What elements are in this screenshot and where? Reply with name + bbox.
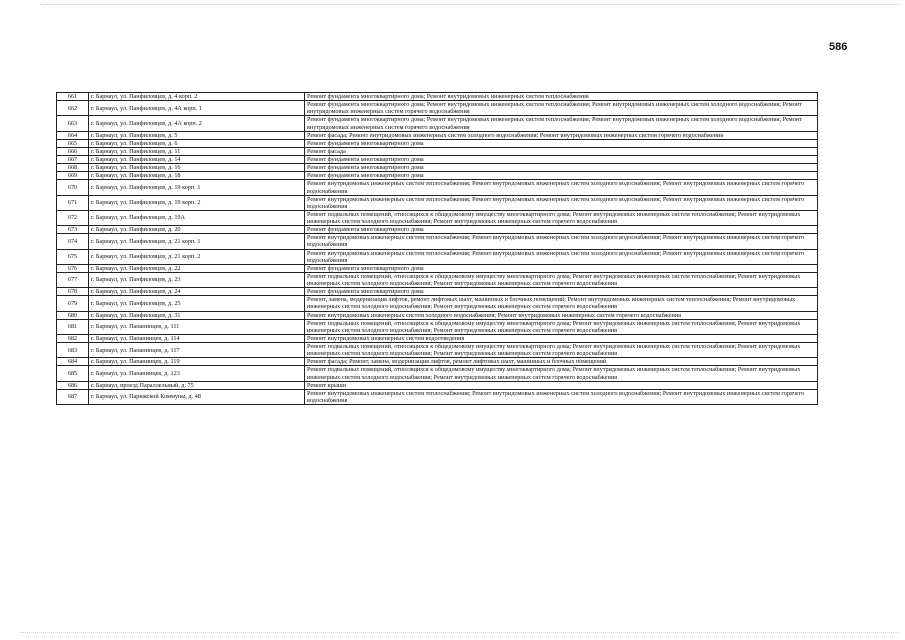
row-address: г. Барнаул, ул. Папанинцев, д. 111 (89, 319, 305, 334)
row-address: г. Барнаул, ул. Панфиловцев, д. 19 корп. 1 (89, 180, 305, 195)
row-number: 683 (57, 343, 89, 358)
row-address: г. Барнаул, ул. Панфиловцев, д. 19 корп. 2 (89, 195, 305, 210)
scan-edge-bottom (20, 632, 900, 634)
row-number: 667 (57, 156, 89, 164)
row-address: г. Барнаул, проезд Параллельный, д. 75 (89, 381, 305, 389)
table-row (57, 172, 818, 180)
table-row (57, 389, 818, 404)
row-number: 680 (57, 311, 89, 319)
row-number: 686 (57, 381, 89, 389)
row-works: Ремонт подвальных помещений, относящихся к общедомовому имуществу многоквартирного дома; Ремонт внутридомовых инженерных систем теплоснабжения; Ремонт внутридомовых инженерных систем холодного водоснабжения; Ремонт внутридомовых инженерных систем горячего водоснабжения (305, 319, 818, 334)
table-row (57, 264, 818, 272)
row-works: Ремонт фундамента многоквартирного дома; Ремонт внутридомовых инженерных систем теплоснабжения; Ремонт внутридомовых инженерных систем холодного водоснабжения; Ремонт внутридомовых инженерных систем горячего водоснабжения (305, 101, 818, 116)
row-address: г. Барнаул, ул. Панфиловцев, д. 19А (89, 210, 305, 225)
row-works: Ремонт фундамента многоквартирного дома; Ремонт внутридомовых инженерных систем теплоснабжения (305, 93, 818, 101)
row-works: Ремонт, замена, модернизация лифтов, ремонт лифтовых шахт, машинных и блочных помещений; Ремонт внутридомовых инженерных систем теплоснабжения; Ремонт внутридомовых инженерных систем холодного водоснабжения; Ремонт внутридомовых инженерных систем горячего водоснабжения (305, 296, 818, 311)
row-number: 684 (57, 358, 89, 366)
row-address: г. Барнаул, ул. Папанинцев, д. 123 (89, 366, 305, 381)
table-row (57, 180, 818, 195)
row-number: 673 (57, 226, 89, 234)
row-works: Ремонт внутридомовых инженерных систем теплоснабжения; Ремонт внутридомовых инженерных систем холодного водоснабжения; Ремонт внутридомовых инженерных систем горячего водоснабжения (305, 180, 818, 195)
repair-register-table (56, 92, 818, 405)
table-row (57, 366, 818, 381)
row-number: 665 (57, 139, 89, 147)
row-number: 679 (57, 296, 89, 311)
row-address: г. Барнаул, ул. Панфиловцев, д. 14 (89, 156, 305, 164)
row-number: 663 (57, 116, 89, 131)
row-number: 668 (57, 164, 89, 172)
row-works: Ремонт фасада; Ремонт, замена, модернизация лифтов, ремонт лифтовых шахт, машинных и блочных помещений (305, 358, 818, 366)
table-row (57, 101, 818, 116)
row-address: г. Барнаул, ул. Панфиловцев, д. 24 (89, 288, 305, 296)
row-number: 675 (57, 249, 89, 264)
row-address: г. Барнаул, ул. Панфиловцев, д. 4 корп. 2 (89, 93, 305, 101)
table-body (57, 93, 818, 405)
table-row (57, 131, 818, 139)
row-works: Ремонт подвальных помещений, относящихся к общедомовому имуществу многоквартирного дома; Ремонт внутридомовых инженерных систем теплоснабжения; Ремонт внутридомовых инженерных систем холодного водоснабжения; Ремонт внутридомовых инженерных систем горячего водоснабжения (305, 272, 818, 287)
table-row (57, 249, 818, 264)
row-works: Ремонт фундамента многоквартирного дома (305, 139, 818, 147)
row-address: г. Барнаул, ул. Папанинцев, д. 119 (89, 358, 305, 366)
row-number: 687 (57, 389, 89, 404)
table-row (57, 156, 818, 164)
row-address: г. Барнаул, ул. Панфиловцев, д. 18 (89, 172, 305, 180)
scan-edge-top (40, 4, 900, 6)
row-works: Ремонт крыши (305, 381, 818, 389)
table-row (57, 272, 818, 287)
table-row (57, 334, 818, 342)
table-row (57, 139, 818, 147)
table-row (57, 358, 818, 366)
row-works: Ремонт внутридомовых инженерных систем холодного водоснабжения; Ремонт внутридомовых инженерных систем горячего водоснабжения (305, 311, 818, 319)
row-works: Ремонт фундамента многоквартирного дома (305, 156, 818, 164)
table-row (57, 226, 818, 234)
row-address: г. Барнаул, ул. Папанинцев, д. 117 (89, 343, 305, 358)
table-row (57, 164, 818, 172)
row-works: Ремонт внутридомовых инженерных систем теплоснабжения; Ремонт внутридомовых инженерных систем холодного водоснабжения; Ремонт внутридомовых инженерных систем горячего водоснабжения (305, 195, 818, 210)
row-address: г. Барнаул, ул. Панфиловцев, д. 6 (89, 139, 305, 147)
row-number: 677 (57, 272, 89, 287)
row-address: г. Барнаул, ул. Панфиловцев, д. 21 корп. 2 (89, 249, 305, 264)
row-address: г. Барнаул, ул. Панфиловцев, д. 21 корп. 1 (89, 234, 305, 249)
row-number: 685 (57, 366, 89, 381)
row-works: Ремонт фундамента многоквартирного дома (305, 226, 818, 234)
table-row (57, 93, 818, 101)
row-works: Ремонт внутридомовых инженерных систем теплоснабжения; Ремонт внутридомовых инженерных систем холодного водоснабжения; Ремонт внутридомовых инженерных систем горячего водоснабжения (305, 234, 818, 249)
table-row (57, 195, 818, 210)
row-address: г. Барнаул, ул. Папанинцев, д. 114 (89, 334, 305, 342)
table-row (57, 296, 818, 311)
row-address: г. Барнаул, ул. Панфиловцев, д. 5 (89, 131, 305, 139)
row-number: 676 (57, 264, 89, 272)
row-works: Ремонт внутридомовых инженерных систем теплоснабжения; Ремонт внутридомовых инженерных систем холодного водоснабжения; Ремонт внутридомовых инженерных систем горячего водоснабжения (305, 389, 818, 404)
row-number: 674 (57, 234, 89, 249)
row-number: 670 (57, 180, 89, 195)
row-number: 664 (57, 131, 89, 139)
row-works: Ремонт фасада; Ремонт внутридомовых инженерных систем холодного водоснабжения; Ремонт внутридомовых инженерных систем горячего водоснабжения (305, 131, 818, 139)
row-address: г. Барнаул, ул. Панфиловцев, д. 22 (89, 264, 305, 272)
table-row (57, 319, 818, 334)
row-works: Ремонт внутридомовых инженерных систем теплоснабжения; Ремонт внутридомовых инженерных систем холодного водоснабжения; Ремонт внутридомовых инженерных систем горячего водоснабжения (305, 249, 818, 264)
row-address: г. Барнаул, ул. Панфиловцев, д. 23 (89, 272, 305, 287)
table-row (57, 381, 818, 389)
row-number: 666 (57, 147, 89, 155)
row-works: Ремонт фундамента многоквартирного дома; Ремонт внутридомовых инженерных систем теплоснабжения; Ремонт внутридомовых инженерных систем холодного водоснабжения; Ремонт внутридомовых инженерных систем горячего водоснабжения (305, 116, 818, 131)
row-works: Ремонт подвальных помещений, относящихся к общедомовому имуществу многоквартирного дома; Ремонт внутридомовых инженерных систем теплоснабжения; Ремонт внутридомовых инженерных систем холодного водоснабжения; Ремонт внутридомовых инженерных систем горячего водоснабжения (305, 366, 818, 381)
row-works: Ремонт подвальных помещений, относящихся к общедомовому имуществу многоквартирного дома; Ремонт внутридомовых инженерных систем теплоснабжения; Ремонт внутридомовых инженерных систем холодного водоснабжения; Ремонт внутридомовых инженерных систем горячего водоснабжения (305, 210, 818, 225)
row-works: Ремонт фундамента многоквартирного дома (305, 264, 818, 272)
row-works: Ремонт подвальных помещений, относящихся к общедомовому имуществу многоквартирного дома; Ремонт внутридомовых инженерных систем теплоснабжения; Ремонт внутридомовых инженерных систем холодного водоснабжения; Ремонт внутридомовых инженерных систем горячего водоснабжения (305, 343, 818, 358)
table-row (57, 311, 818, 319)
page-number: 586 (829, 41, 848, 53)
row-address: г. Барнаул, ул. Парижской Коммуны, д. 48 (89, 389, 305, 404)
row-address: г. Барнаул, ул. Панфиловцев, д. 20 (89, 226, 305, 234)
row-address: г. Барнаул, ул. Панфиловцев, д. 16 (89, 164, 305, 172)
table-row (57, 147, 818, 155)
table-row (57, 116, 818, 131)
row-address: г. Барнаул, ул. Панфиловцев, д. 4А корп. 2 (89, 116, 305, 131)
row-works: Ремонт фасада (305, 147, 818, 155)
row-number: 661 (57, 93, 89, 101)
row-number: 671 (57, 195, 89, 210)
row-number: 662 (57, 101, 89, 116)
table-row (57, 343, 818, 358)
row-address: г. Барнаул, ул. Панфиловцев, д. 4А корп. 1 (89, 101, 305, 116)
row-number: 669 (57, 172, 89, 180)
row-address: г. Барнаул, ул. Панфиловцев, д. 11 (89, 147, 305, 155)
row-address: г. Барнаул, ул. Панфиловцев, д. 31 (89, 311, 305, 319)
table-row (57, 210, 818, 225)
table-row (57, 288, 818, 296)
row-works: Ремонт фундамента многоквартирного дома (305, 164, 818, 172)
row-works: Ремонт внутридомовых инженерных систем водоотведения (305, 334, 818, 342)
row-number: 678 (57, 288, 89, 296)
row-number: 672 (57, 210, 89, 225)
table-row (57, 234, 818, 249)
row-number: 681 (57, 319, 89, 334)
row-address: г. Барнаул, ул. Панфиловцев, д. 25 (89, 296, 305, 311)
row-works: Ремонт фундамента многоквартирного дома (305, 288, 818, 296)
row-works: Ремонт фундамента многоквартирного дома (305, 172, 818, 180)
row-number: 682 (57, 334, 89, 342)
